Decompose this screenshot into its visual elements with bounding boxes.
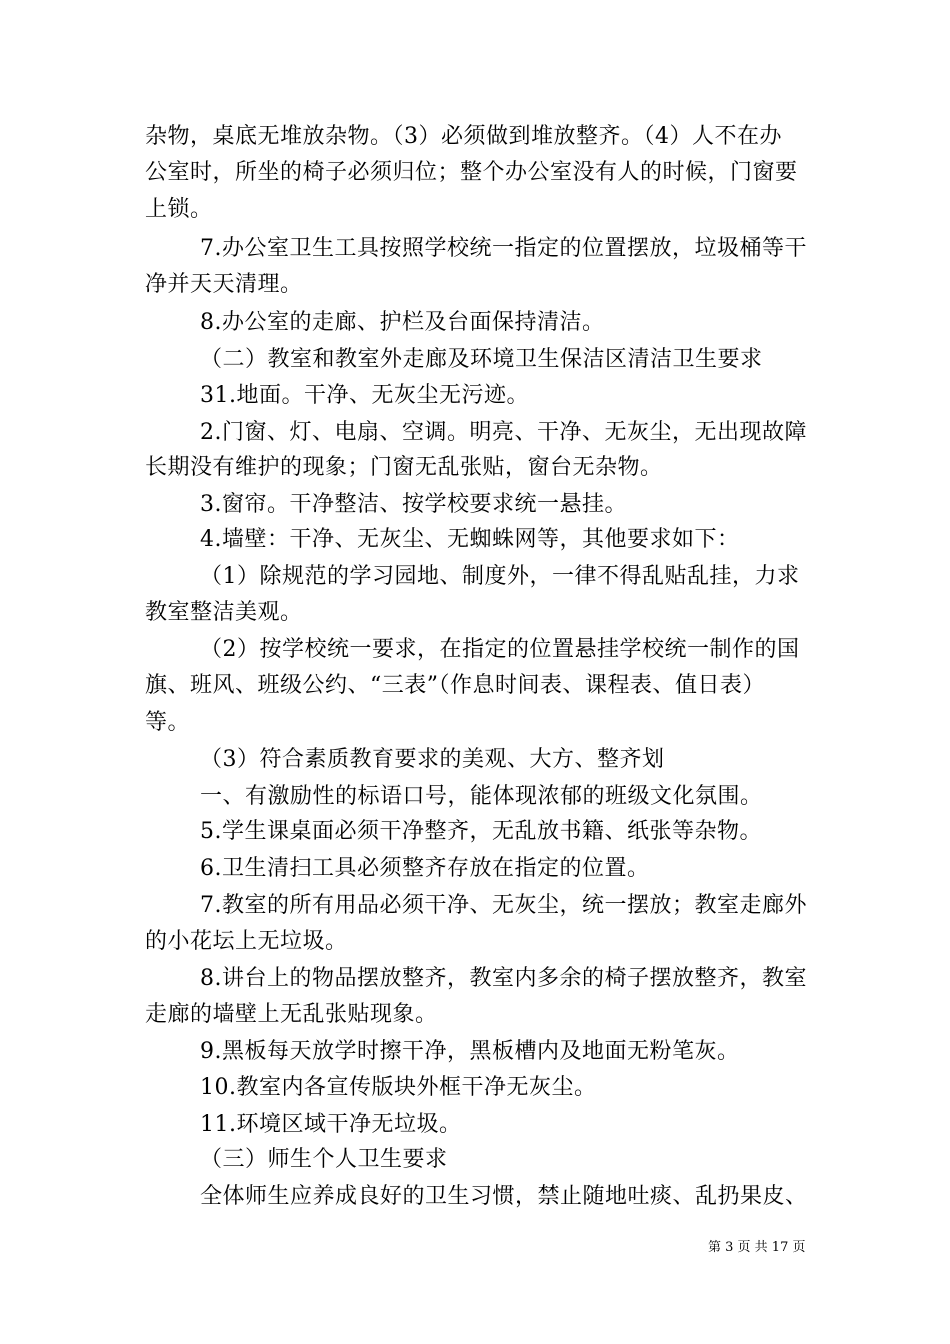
text-line: 净并天天清理。 [145, 272, 303, 297]
text-line: 7.办公室卫生工具按照学校统一指定的位置摆放，垃圾桶等干 [200, 236, 807, 261]
text-line: 一、有激励性的标语口号，能体现浓郁的班级文化氛围。 [200, 784, 763, 809]
text-line: 6.卫生清扫工具必须整齐存放在指定的位置。 [200, 856, 650, 881]
text-line: 31.地面。干净、无灰尘无污迹。 [200, 383, 529, 408]
text-line: 7.教室的所有用品必须干净、无灰尘，统一摆放；教室走廊外 [200, 893, 807, 918]
text-line: 3.窗帘。干净整洁、按学校要求统一悬挂。 [200, 492, 627, 517]
section-heading: （二）教室和教室外走廊及环境卫生保洁区清洁卫生要求 [200, 347, 763, 372]
text-line: 2.门窗、灯、电扇、空调。明亮、干净、无灰尘，无出现故障 [200, 420, 807, 445]
text-line: 11.环境区域干净无垃圾。 [200, 1112, 462, 1137]
text-line: 等。 [145, 710, 191, 735]
text-line: （1）除规范的学习园地、制度外，一律不得乱贴乱挂，力求 [200, 564, 800, 589]
text-line: 全体师生应养成良好的卫生习惯，禁止随地吐痰、乱扔果皮、 [200, 1184, 808, 1209]
text-line: 的小花坛上无垃圾。 [145, 929, 348, 954]
text-line: 8.办公室的走廊、护栏及台面保持清洁。 [200, 310, 605, 335]
text-line: （3）符合素质教育要求的美观、大方、整齐划 [200, 747, 665, 772]
text-line: 9.黑板每天放学时擦干净，黑板槽内及地面无粉笔灰。 [200, 1039, 740, 1064]
text-line: 上锁。 [145, 197, 213, 222]
text-line: 杂物，桌底无堆放杂物。（3）必须做到堆放整齐。（4）人不在办 [145, 124, 782, 149]
text-line: 教室整洁美观。 [145, 600, 303, 625]
text-line: 8.讲台上的物品摆放整齐，教室内多余的椅子摆放整齐，教室 [200, 966, 807, 991]
text-line: 10.教室内各宣传版块外框干净无灰尘。 [200, 1075, 597, 1100]
text-line: 5.学生课桌面必须干净整齐，无乱放书籍、纸张等杂物。 [200, 819, 762, 844]
page-number-footer: 第 3 页 共 17 页 [708, 1240, 806, 1255]
section-heading: （三）师生个人卫生要求 [200, 1147, 448, 1172]
text-line: 走廊的墙壁上无乱张贴现象。 [145, 1002, 438, 1027]
text-line: （2）按学校统一要求，在指定的位置悬挂学校统一制作的国 [200, 637, 800, 662]
text-line: 旗、班风、班级公约、“三表”（作息时间表、课程表、值日表） [145, 673, 765, 698]
text-line: 4.墙壁：干净、无灰尘、无蜘蛛网等，其他要求如下： [200, 527, 740, 552]
text-line: 长期没有维护的现象；门窗无乱张贴，窗台无杂物。 [145, 455, 663, 480]
text-line: 公室时，所坐的椅子必须归位；整个办公室没有人的时候，门窗要 [145, 160, 798, 185]
